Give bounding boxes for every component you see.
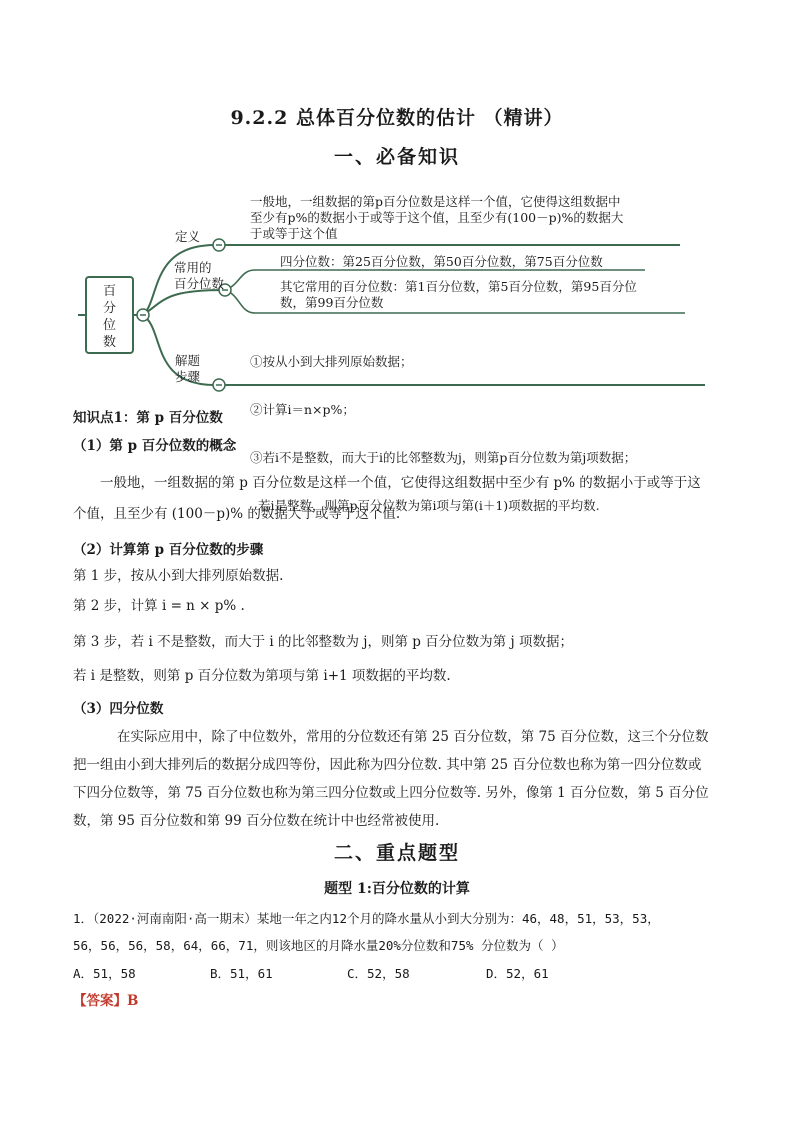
collapse-circle-definition	[213, 239, 225, 251]
step-1: 第 1 步，按从小到大排列原始数据.	[73, 568, 284, 584]
subsection-3-line-2: 把一组由小到大排列后的数据分成四等份，因此称为四分位数. 其中第 25 百分位数也称为第一四分位数或	[73, 757, 702, 773]
definition-label: 定义	[175, 229, 201, 244]
option-b: B．51，61	[210, 966, 273, 981]
subsection-1-line-2: 个值，且至少有 (100－p)% 的数据大于或等于这个值.	[73, 506, 401, 522]
subsection-3-line-4: 数，第 95 百分位数和第 99 百分位数在统计中也经常被使用.	[73, 813, 440, 829]
steps-text: ①按从小到大排列原始数据； ②计算i＝n×p%； ③若i不是整数，而大于i的比邻整数为j，则第p百分位数为第j项数据； 若i是整数，则第p百分位数为第i项与第(i＋1)项数据的平均数.	[250, 354, 637, 513]
step-3-continued: 若 i 是整数，则第 p 百分位数为第项与第 i+1 项数据的平均数.	[73, 668, 451, 684]
subsection-3-line-3: 下四分位数等，第 75 百分位数也称为第三四分位数或上四分位数等. 另外，像第 1 百分位数，第 5 百分位	[73, 785, 709, 801]
subsection-2-title: （2）计算第 p 百分位数的步骤	[73, 542, 264, 558]
common-percentiles-label: 常用的 百分位数	[174, 260, 225, 291]
section-heading-basic-knowledge: 一、必备知识	[333, 146, 460, 168]
subsection-3-title: （3）四分位数	[73, 701, 164, 717]
other-percentiles-text: 其它常用的百分位数：第1百分位数，第5百分位数，第95百分位 数，第99百分位数	[280, 279, 637, 310]
knowledge-point-1-title: 知识点1：第 p 百分位数	[73, 410, 223, 426]
definition-text: 一般地，一组数据的第p百分位数是这样一个值，它使得这组数据中 至少有p%的数据小于或等于这个值，且至少有(100－p)%的数据大 于或等于这个值	[250, 194, 624, 241]
question-type-1-title: 题型 1:百分位数的计算	[324, 881, 470, 897]
option-d: D．52，61	[486, 966, 549, 981]
step-2: 第 2 步，计算 i = n × p% .	[73, 598, 245, 614]
section-heading-key-types: 二、重点题型	[333, 842, 460, 864]
option-a: A．51，58	[73, 966, 136, 981]
subsection-3-line-1: 在实际应用中，除了中位数外，常用的分位数还有第 25 百分位数，第 75 百分位数，这三个分位数	[117, 729, 709, 745]
option-c: C．52，58	[347, 966, 410, 981]
subsection-1-title: （1）第 p 百分位数的概念	[73, 438, 237, 454]
branch-common	[143, 290, 225, 315]
collapse-circle-root	[137, 309, 149, 321]
steps-label: 解题 步骤	[175, 353, 201, 384]
question-1-line-2: 56，56，56，58，64，66，71，则该地区的月降水量20%分位数和75% 分位数为（ ）	[73, 938, 564, 953]
step-3: 第 3 步，若 i 不是整数，而大于 i 的比邻整数为 j，则第 p 百分位数为第 j 项数据；	[73, 634, 573, 650]
question-1-line-1: 1．（2022·河南南阳·高一期末）某地一年之内12个月的降水量从小到大分别为：46，48，51，53，53，	[73, 911, 660, 926]
page-title: 9.2.2 总体百分位数的估计 （精讲）	[230, 107, 564, 129]
mindmap-root-label: 百 分 位 数	[103, 284, 117, 350]
answer-label: 【答案】B	[73, 993, 139, 1009]
collapse-circle-steps	[213, 379, 225, 391]
quartile-text: 四分位数：第25百分位数，第50百分位数，第75百分位数	[280, 254, 603, 269]
subsection-1-line-1: 一般地，一组数据的第 p 百分位数是这样一个值，它使得这组数据中至少有 p% 的数据小于或等于这	[100, 475, 701, 491]
